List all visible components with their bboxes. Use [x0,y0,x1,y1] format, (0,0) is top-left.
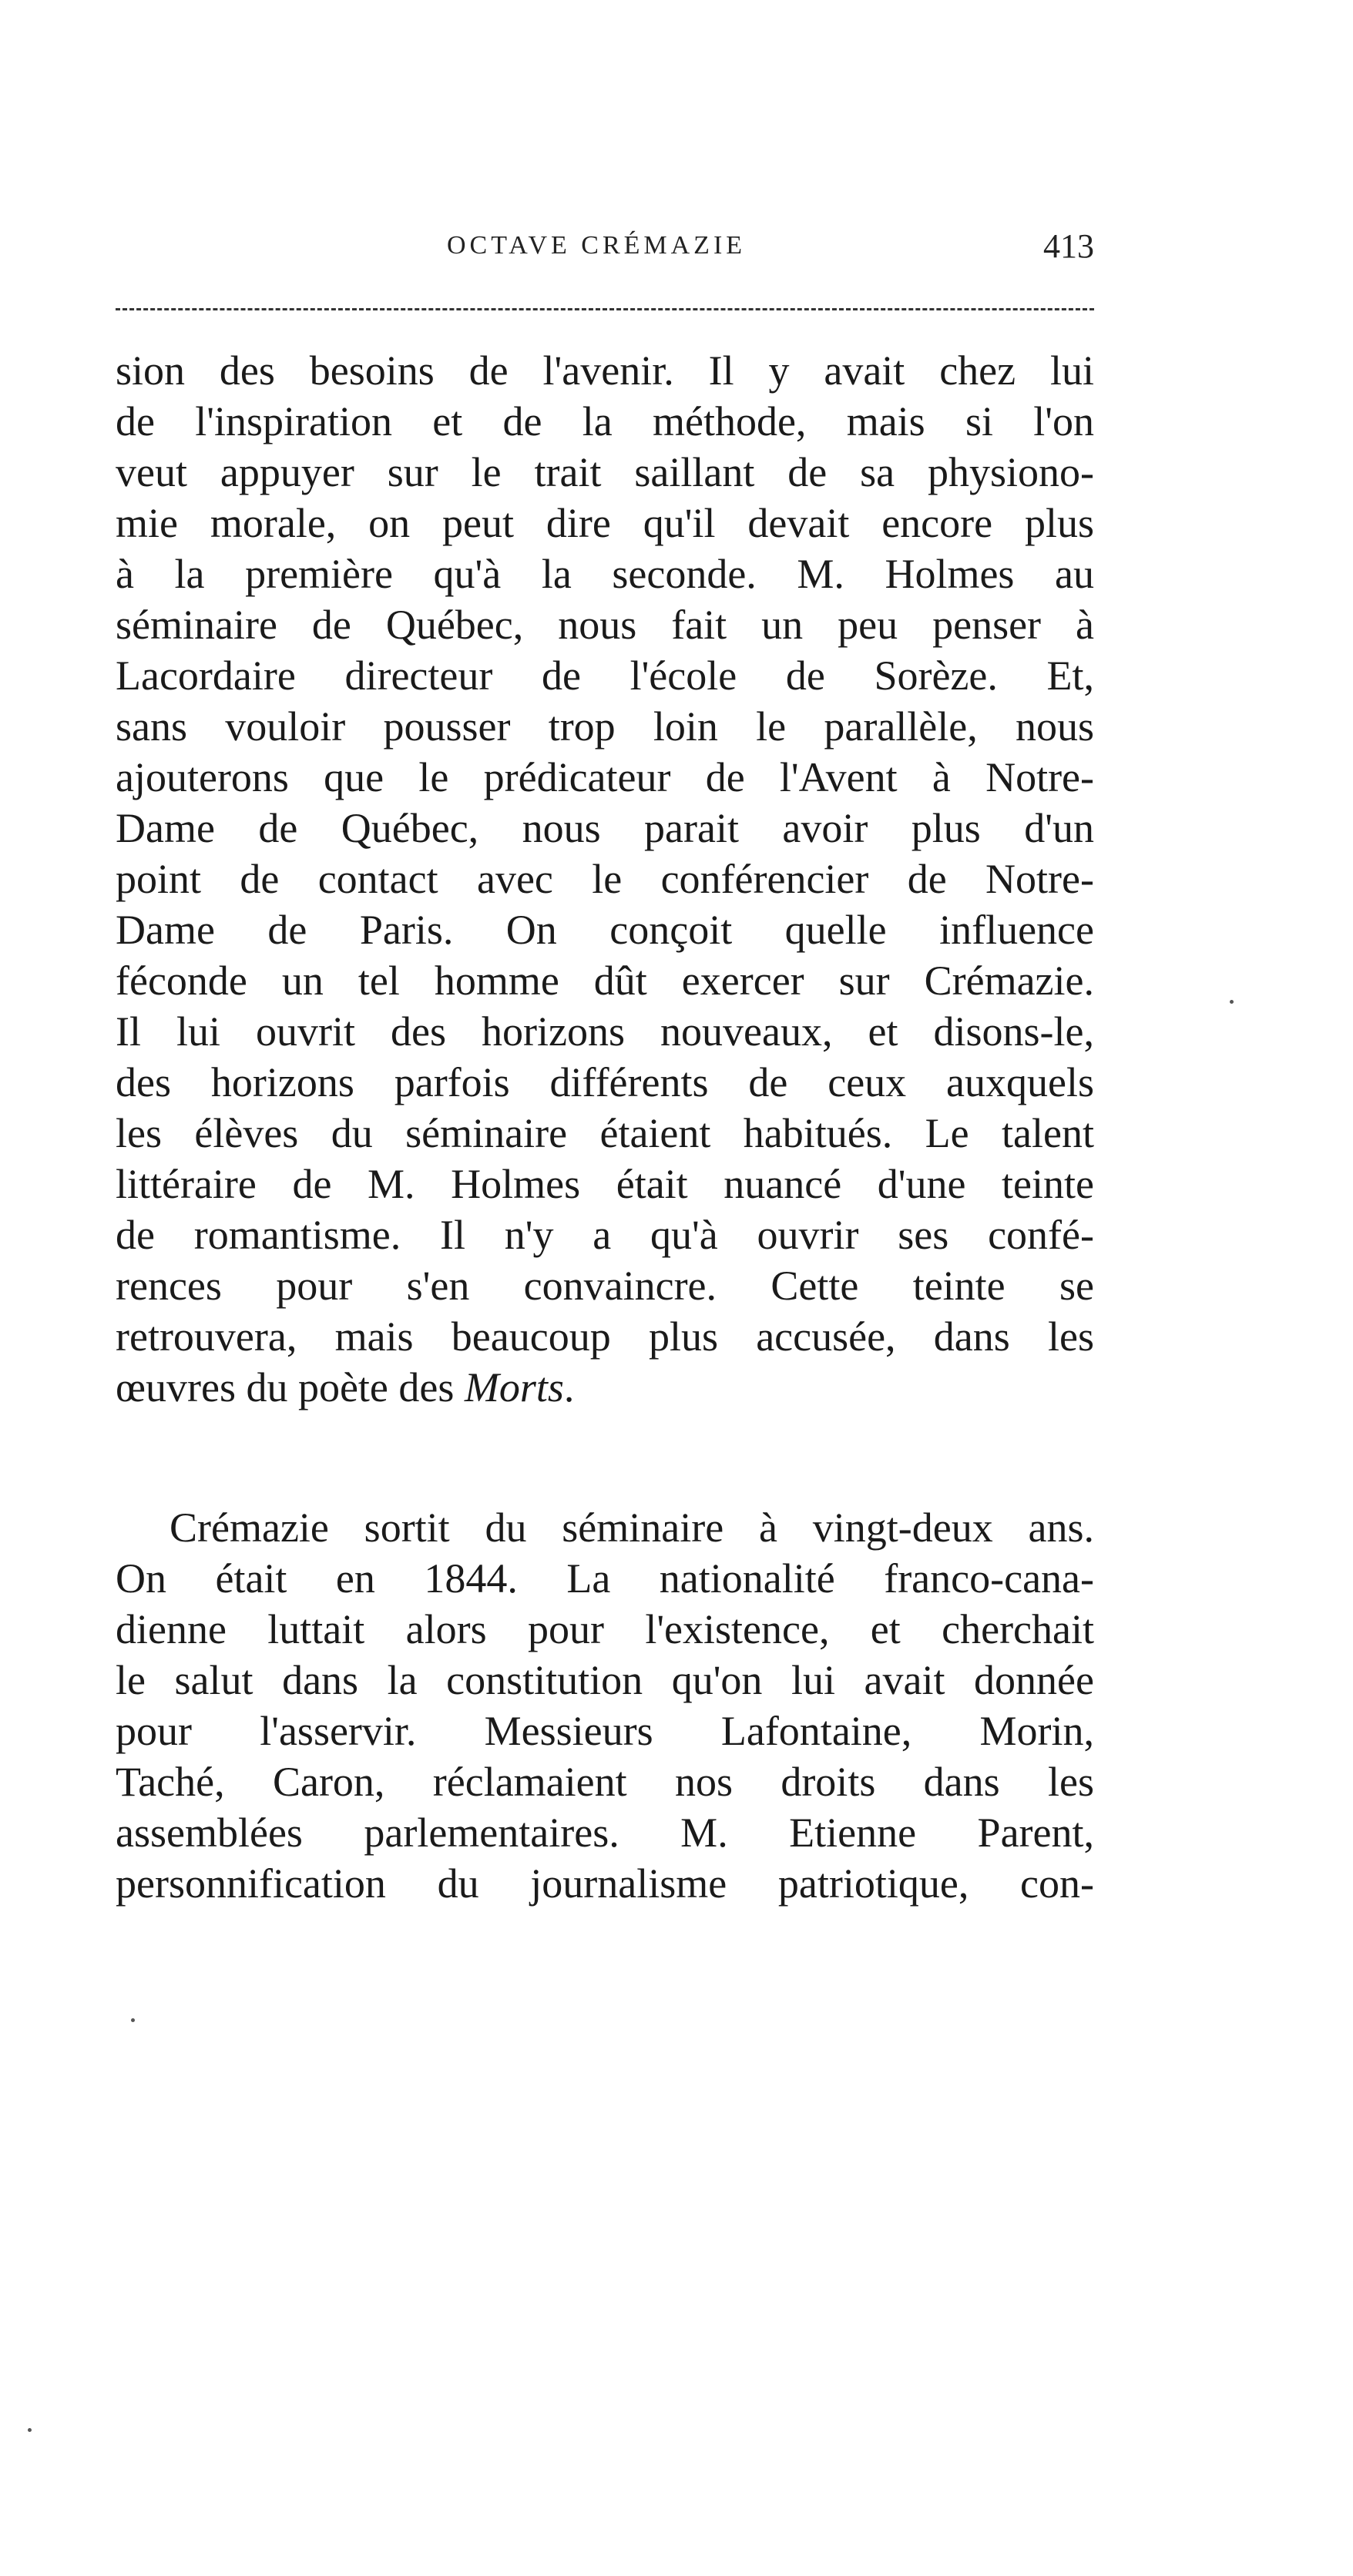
text-line: personnification du journalisme patriotique, con- [116,1860,1094,1907]
text-line: retrouvera, mais beaucoup plus accusée, dans les [116,1313,1094,1360]
text-line: point de contact avec le conférencier de Notre- [116,856,1094,902]
text-line: rences pour s'en convaincre. Cette teinte se [116,1263,1094,1309]
text-line: séminaire de Québec, nous fait un peu penser à [116,602,1094,648]
italic-title: Morts [464,1364,564,1410]
text-line: mie morale, on peut dire qu'il devait encore plus [116,500,1094,546]
text-line: ajouterons que le prédicateur de l'Avent à Notre- [116,754,1094,800]
text-line: veut appuyer sur le trait saillant de sa physiono- [116,449,1094,495]
text-line: de romantisme. Il n'y a qu'à ouvrir ses confé- [116,1212,1094,1258]
scan-speck [131,2018,135,2022]
line-suffix: . [563,1364,575,1410]
text-line: Taché, Caron, réclamaient nos droits dans les [116,1759,1094,1805]
header-rule [116,308,1094,310]
text-line: pour l'asservir. Messieurs Lafontaine, Morin, [116,1708,1094,1754]
text-line: sans vouloir pousser trop loin le parallèle, nous [116,703,1094,750]
text-line: Dame de Québec, nous parait avoir plus d'un [116,805,1094,851]
text-line: des horizons parfois différents de ceux auxquels [116,1059,1094,1105]
text-line: Dame de Paris. On conçoit quelle influence [116,907,1094,953]
scan-speck [1230,1000,1234,1004]
scan-speck [28,2428,32,2432]
page-number: 413 [1043,227,1094,265]
running-title: OCTAVE CRÉMAZIE [447,231,747,260]
text-line: féconde un tel homme dût exercer sur Crémazie. [116,958,1094,1004]
text-line: sion des besoins de l'avenir. Il y avait chez lui [116,347,1094,394]
text-line: assemblées parlementaires. M. Etienne Parent, [116,1810,1094,1856]
text-line: de l'inspiration et de la méthode, mais si l'on [116,398,1094,444]
text-line-last [116,1362,1094,1413]
text-line: à la première qu'à la seconde. M. Holmes au [116,551,1094,597]
text-line: Il lui ouvrit des horizons nouveaux, et disons-le, [116,1008,1094,1055]
page-header [116,227,1094,277]
text-line: On était en 1844. La nationalité franco-cana- [116,1555,1094,1602]
text-line: littéraire de M. Holmes était nuancé d'une teinte [116,1161,1094,1207]
text-line: Crémazie sortit du séminaire à vingt-deux ans. [170,1504,1094,1551]
line-prefix: œuvres du poète des [116,1364,465,1410]
text-line: Lacordaire directeur de l'école de Sorèze. Et, [116,652,1094,699]
text-line: les élèves du séminaire étaient habitués. Le talent [116,1110,1094,1156]
text-line: dienne luttait alors pour l'existence, et cherchait [116,1606,1094,1652]
text-line: le salut dans la constitution qu'on lui avait donnée [116,1657,1094,1703]
